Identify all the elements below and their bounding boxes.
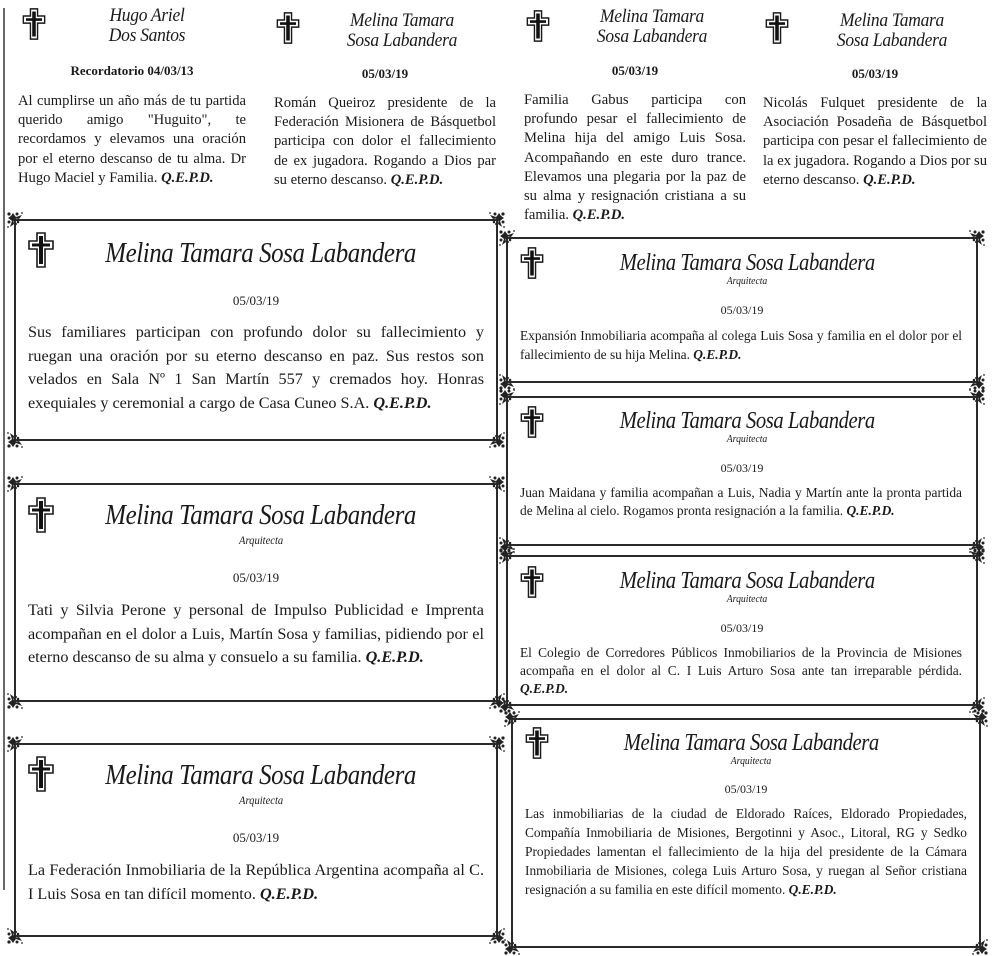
title-text: Melina Tamara Sosa Labandera	[105, 759, 417, 791]
cross-icon	[765, 12, 789, 44]
subtitle-text: Arquitecta	[730, 755, 772, 767]
title-text: Melina Tamara Sosa Labandera	[619, 408, 875, 434]
notice-text: La Federación Inmobiliaria de la República Argentina acompaña al C. I Luis Sosa en tan difícil momento.	[28, 861, 484, 903]
notice-title	[508, 408, 976, 435]
notice-date: 05/03/19	[720, 461, 764, 475]
title-text: Melina Tamara Sosa Labandera	[619, 568, 875, 594]
notice-date: 05/03/19	[724, 782, 768, 796]
notice-date: 05/03/19	[361, 66, 409, 81]
name-line-2: Sosa Labandera	[596, 26, 708, 47]
notice-body	[525, 804, 967, 899]
framed-notice-inmobiliarias-eldorado	[511, 718, 981, 948]
notice-body	[524, 91, 746, 225]
name-line-1: Melina Tamara	[349, 10, 455, 31]
notice-subtitle	[16, 793, 496, 808]
notice-date: 05/03/19	[851, 66, 899, 81]
subtitle-text: Arquitecta	[238, 793, 284, 807]
notice-title	[16, 499, 496, 532]
notice-subtitle	[513, 755, 979, 767]
corner-ornament-icon	[6, 735, 28, 757]
notice-text: Expansión Inmobiliaria acompaña al colega Luis Sosa y familia en el dolor por el fallecimiento de su hija Melina.	[520, 328, 962, 362]
corner-ornament-icon	[964, 388, 986, 410]
framed-notice-colegio-corredores	[506, 555, 978, 706]
corner-ornament-icon	[484, 475, 506, 497]
notice-name	[316, 11, 489, 51]
notice-text: Román Queiroz presidente de la Federación Misionera de Básquetbol participa con dolor el fallecimiento de ex jugadora. Rogando a Dios par su eterno descanso.	[274, 95, 496, 188]
notice-name	[65, 6, 229, 46]
notice-text: Nicolás Fulquet presidente de la Asociación Posadeña de Básquetbol participa con pesar el fallecimiento de la ex jugadora. Rogando a Dios por su eterno descanso.	[763, 95, 987, 188]
corner-ornament-icon	[6, 211, 28, 233]
subtitle-text: Arquitecta	[726, 433, 768, 445]
notice-body	[18, 92, 246, 188]
notice-subtitle	[508, 593, 976, 605]
notice-title	[16, 237, 496, 270]
notice-title	[508, 568, 976, 595]
notice-date: 05/03/19	[611, 63, 659, 78]
qepd-closing: Q.E.P.D.	[365, 648, 424, 666]
notice-date: 05/03/19	[232, 293, 280, 308]
corner-ornament-icon	[498, 388, 520, 410]
qepd-closing: Q.E.P.D.	[520, 681, 569, 696]
notice-text: El Colegio de Corredores Públicos Inmobiliarios de la Provincia de Misiones acompaña en el dolor al C. I Luis Arturo Sosa ante tan irreparable pérdida.	[520, 645, 962, 678]
name-line-2: Sosa Labandera	[836, 30, 948, 51]
notice-fulquet	[763, 0, 987, 210]
column-divider-rule	[3, 8, 5, 890]
notice-text: Tati y Silvia Perone y personal de Impulso Publicidad e Imprenta acompañan en el dolor a Luis, Martín Sosa y familias, pidiendo por el eterno descanso de su alma y consuelo a su familia.	[28, 601, 484, 666]
corner-ornament-icon	[6, 923, 28, 945]
notice-date: 05/03/19	[232, 830, 280, 845]
qepd-closing: Q.E.P.D.	[788, 882, 837, 897]
qepd-closing: Q.E.P.D.	[390, 171, 444, 188]
notice-body	[763, 94, 987, 190]
corner-ornament-icon	[498, 229, 520, 251]
notice-date: 05/03/19	[720, 621, 764, 635]
qepd-closing: Q.E.P.D.	[846, 503, 895, 518]
title-text: Melina Tamara Sosa Labandera	[105, 499, 417, 531]
qepd-closing: Q.E.P.D.	[693, 347, 742, 362]
notice-body	[28, 599, 484, 670]
corner-ornament-icon	[484, 735, 506, 757]
framed-notice-federacion-inmobiliaria	[14, 743, 498, 937]
notice-text: Juan Maidana y familia acompañan a Luis, Nadia y Martín ante la pronta partida de Melina al cielo. Rogamos pronta resignación a la familia.	[520, 485, 962, 518]
name-line-2: Dos Santos	[108, 25, 186, 46]
title-text: Melina Tamara Sosa Labandera	[623, 730, 879, 756]
notice-text: Las inmobiliarias de la ciudad de Eldorado Raíces, Eldorado Propiedades, Compañía Inmobiliaria de Misiones, Bergotinni y Asoc., Litoral, RG y Sedko Propiedades lamentan el fallecimiento de la hija del presidente de la Cámara Inmobiliaria de Misiones, colega Luis Arturo Sosa, y ruegan al Señor cristiana resignación a su familia en este difícil momento.	[525, 806, 967, 897]
cross-icon	[22, 8, 46, 40]
corner-ornament-icon	[498, 547, 520, 569]
corner-ornament-icon	[6, 475, 28, 497]
notice-name	[566, 7, 739, 47]
qepd-closing: Q.E.P.D.	[863, 171, 916, 188]
name-line-1: Melina Tamara	[599, 6, 705, 27]
notice-text: Al cumplirse un año más de tu partida querido amigo "Huguito", te recordamos y elevamos una oración por el eterno descanso de tu alma. Dr Hugo Maciel y Familia.	[18, 93, 246, 186]
notice-date: 05/03/19	[720, 303, 764, 317]
name-line-1: Melina Tamara	[839, 10, 945, 31]
title-text: Melina Tamara Sosa Labandera	[619, 250, 875, 276]
cross-icon	[526, 10, 550, 42]
notice-queiroz	[274, 0, 496, 210]
title-text: Melina Tamara Sosa Labandera	[105, 237, 417, 269]
qepd-closing: Q.E.P.D.	[373, 393, 432, 412]
notice-subtitle	[16, 533, 496, 548]
qepd-closing: Q.E.P.D.	[572, 207, 626, 224]
corner-ornament-icon	[967, 710, 989, 732]
notice-text: Sus familiares participan con profundo dolor su fallecimiento y ruegan una oración por su eterno descanso en paz. Sus restos son velados en Sala Nº 1 San Martín 557 y cremados hoy. Honras exequiales y ceremonial a cargo de Casa Cuneo S.A.	[28, 323, 484, 412]
corner-ornament-icon	[964, 229, 986, 251]
notice-subtitle	[508, 275, 976, 287]
notice-gabus	[524, 0, 746, 222]
subtitle-text: Arquitecta	[238, 533, 284, 547]
notice-date: 05/03/19	[232, 570, 280, 585]
framed-notice-perone	[14, 483, 498, 702]
corner-ornament-icon	[503, 710, 525, 732]
notice-title	[16, 759, 496, 792]
framed-notice-expansion-inmobiliaria	[506, 237, 978, 383]
name-line-2: Sosa Labandera	[346, 30, 458, 51]
notice-date: Recordatorio 04/03/13	[70, 63, 194, 78]
subtitle-text: Arquitecta	[726, 593, 768, 605]
notice-body	[520, 326, 962, 364]
qepd-closing: Q.E.P.D.	[259, 884, 319, 903]
notice-text: Familia Gabus participa con profundo pesar el fallecimiento de Melina hija del amigo Luis Sosa. Acompañando en este duro trance. Elevamos una plegaria por la paz de su alma y resignación cristiana a su familia.	[524, 92, 746, 224]
notice-body	[28, 859, 484, 906]
framed-notice-familiares	[14, 219, 498, 441]
cross-icon	[276, 12, 300, 44]
notice-title	[508, 250, 976, 277]
subtitle-text: Arquitecta	[726, 275, 768, 287]
corner-ornament-icon	[6, 427, 28, 449]
corner-ornament-icon	[484, 427, 506, 449]
notice-title	[513, 730, 979, 757]
notice-name	[805, 11, 980, 51]
corner-ornament-icon	[6, 688, 28, 710]
qepd-closing: Q.E.P.D.	[161, 169, 214, 186]
notice-subtitle	[508, 433, 976, 445]
name-line-1: Hugo Ariel	[109, 5, 185, 26]
framed-notice-maidana	[506, 396, 978, 546]
notice-body	[520, 644, 962, 698]
notice-body	[520, 484, 962, 520]
corner-ornament-icon	[964, 547, 986, 569]
notice-body	[28, 321, 484, 415]
notice-body	[274, 94, 496, 190]
notice-hugo-dos-santos	[18, 0, 246, 210]
